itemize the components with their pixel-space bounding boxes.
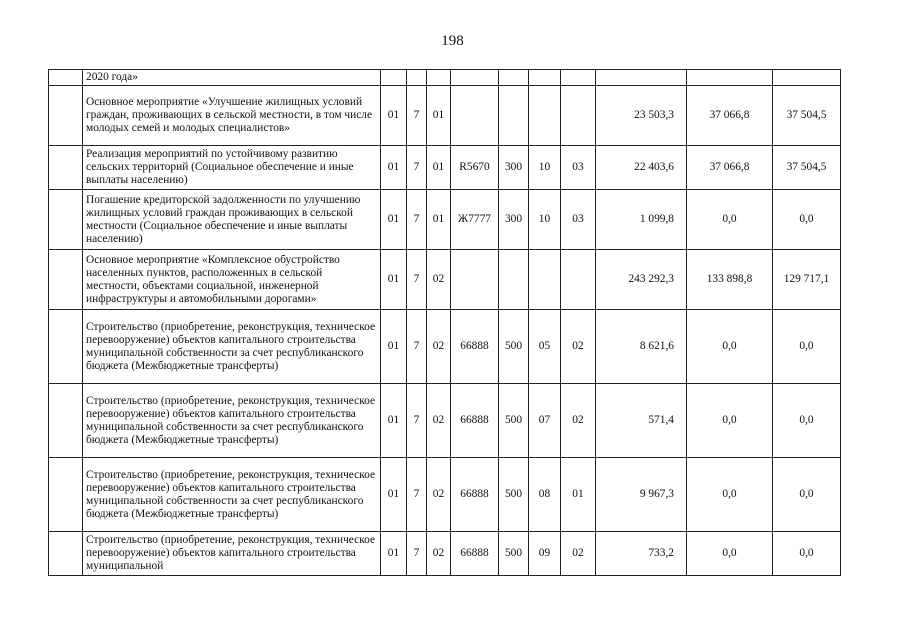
code-cell [427, 70, 451, 86]
value-cell: 1 099,8 [596, 190, 687, 250]
code-cell: 7 [407, 384, 427, 458]
budget-table [48, 69, 841, 576]
code-cell: 01 [427, 190, 451, 250]
code-cell: 7 [407, 190, 427, 250]
blank-cell [49, 190, 83, 250]
item-name: Основное мероприятие «Комплексное обустройство населенных пунктов, расположенных в сельской местности, объектами социальной, инженерной инфраструктуры и автомобильными дорогами» [83, 250, 381, 310]
code-cell: 02 [427, 532, 451, 576]
code-cell [529, 70, 561, 86]
value-cell: 37 504,5 [773, 146, 841, 190]
code-cell: 02 [427, 250, 451, 310]
code-cell: 01 [381, 310, 407, 384]
code-cell: 01 [381, 458, 407, 532]
blank-cell [49, 384, 83, 458]
code-cell: 02 [561, 384, 596, 458]
code-cell: 09 [529, 532, 561, 576]
value-cell: 733,2 [596, 532, 687, 576]
item-name: Строительство (приобретение, реконструкция, техническое перевооружение) объектов капитального строительства муниципальной [83, 532, 381, 576]
code-cell: 10 [529, 146, 561, 190]
code-cell: 7 [407, 86, 427, 146]
code-cell [499, 250, 529, 310]
code-cell [529, 86, 561, 146]
table-row [49, 384, 841, 458]
code-cell: 01 [561, 458, 596, 532]
code-cell: 10 [529, 190, 561, 250]
code-cell: 02 [427, 384, 451, 458]
value-cell: 37 504,5 [773, 86, 841, 146]
value-cell: 9 967,3 [596, 458, 687, 532]
code-cell: 300 [499, 190, 529, 250]
value-cell: 23 503,3 [596, 86, 687, 146]
code-cell: 01 [427, 86, 451, 146]
code-cell: 500 [499, 384, 529, 458]
blank-cell [49, 70, 83, 86]
code-cell: 7 [407, 250, 427, 310]
table-row [49, 250, 841, 310]
value-cell: 129 717,1 [773, 250, 841, 310]
code-cell: 01 [381, 384, 407, 458]
value-cell: 8 621,6 [596, 310, 687, 384]
table-body [49, 70, 841, 576]
item-name: 2020 года» [83, 70, 381, 86]
code-cell: 08 [529, 458, 561, 532]
code-cell: 01 [427, 146, 451, 190]
value-cell: 0,0 [687, 310, 773, 384]
code-cell [381, 70, 407, 86]
blank-cell [49, 532, 83, 576]
code-cell: 7 [407, 310, 427, 384]
code-cell [499, 70, 529, 86]
code-cell: 01 [381, 190, 407, 250]
table-row [49, 70, 841, 86]
code-cell: 7 [407, 146, 427, 190]
item-name: Строительство (приобретение, реконструкция, техническое перевооружение) объектов капитального строительства муниципальной собственности за счет республиканского бюджета (Межбюджетные трансферты) [83, 310, 381, 384]
code-cell: 66888 [451, 384, 499, 458]
blank-cell [49, 86, 83, 146]
table-row [49, 458, 841, 532]
value-cell: 571,4 [596, 384, 687, 458]
code-cell: 02 [561, 532, 596, 576]
code-cell: 03 [561, 146, 596, 190]
value-cell: 22 403,6 [596, 146, 687, 190]
value-cell: 0,0 [687, 190, 773, 250]
value-cell: 0,0 [773, 310, 841, 384]
table-row [49, 146, 841, 190]
blank-cell [49, 310, 83, 384]
code-cell: 01 [381, 532, 407, 576]
code-cell: 01 [381, 86, 407, 146]
code-cell: 66888 [451, 458, 499, 532]
value-cell [773, 70, 841, 86]
code-cell: 02 [427, 310, 451, 384]
value-cell: 243 292,3 [596, 250, 687, 310]
table-row [49, 310, 841, 384]
value-cell: 0,0 [687, 458, 773, 532]
table-row [49, 190, 841, 250]
code-cell: 03 [561, 190, 596, 250]
code-cell [561, 86, 596, 146]
code-cell: Ж7777 [451, 190, 499, 250]
code-cell [451, 86, 499, 146]
code-cell: 01 [381, 250, 407, 310]
code-cell: 02 [561, 310, 596, 384]
value-cell [596, 70, 687, 86]
code-cell [451, 70, 499, 86]
value-cell [687, 70, 773, 86]
code-cell: 500 [499, 458, 529, 532]
table-row [49, 532, 841, 576]
blank-cell [49, 458, 83, 532]
code-cell: 300 [499, 146, 529, 190]
blank-cell [49, 146, 83, 190]
code-cell: R5670 [451, 146, 499, 190]
code-cell: 500 [499, 532, 529, 576]
value-cell: 133 898,8 [687, 250, 773, 310]
item-name: Основное мероприятие «Улучшение жилищных условий граждан, проживающих в сельской местности, в том числе молодых семей и молодых специалистов» [83, 86, 381, 146]
code-cell: 05 [529, 310, 561, 384]
table-row [49, 86, 841, 146]
code-cell [561, 250, 596, 310]
code-cell: 500 [499, 310, 529, 384]
value-cell: 0,0 [773, 190, 841, 250]
value-cell: 0,0 [773, 384, 841, 458]
code-cell [407, 70, 427, 86]
value-cell: 0,0 [687, 384, 773, 458]
value-cell: 37 066,8 [687, 86, 773, 146]
code-cell [561, 70, 596, 86]
code-cell: 02 [427, 458, 451, 532]
code-cell: 66888 [451, 310, 499, 384]
code-cell [499, 86, 529, 146]
item-name: Строительство (приобретение, реконструкция, техническое перевооружение) объектов капитального строительства муниципальной собственности за счет республиканского бюджета (Межбюджетные трансферты) [83, 458, 381, 532]
code-cell [529, 250, 561, 310]
code-cell: 07 [529, 384, 561, 458]
item-name: Реализация мероприятий по устойчивому развитию сельских территорий (Социальное обеспечение и иные выплаты населению) [83, 146, 381, 190]
code-cell: 7 [407, 458, 427, 532]
code-cell [451, 250, 499, 310]
value-cell: 0,0 [687, 532, 773, 576]
item-name: Строительство (приобретение, реконструкция, техническое перевооружение) объектов капитального строительства муниципальной собственности за счет республиканского бюджета (Межбюджетные трансферты) [83, 384, 381, 458]
item-name: Погашение кредиторской задолженности по улучшению жилищных условий граждан проживающих в сельской местности (Социальное обеспечение и иные выплаты населению) [83, 190, 381, 250]
value-cell: 37 066,8 [687, 146, 773, 190]
code-cell: 66888 [451, 532, 499, 576]
value-cell: 0,0 [773, 458, 841, 532]
blank-cell [49, 250, 83, 310]
code-cell: 7 [407, 532, 427, 576]
value-cell: 0,0 [773, 532, 841, 576]
page-number: 198 [441, 33, 464, 49]
code-cell: 01 [381, 146, 407, 190]
